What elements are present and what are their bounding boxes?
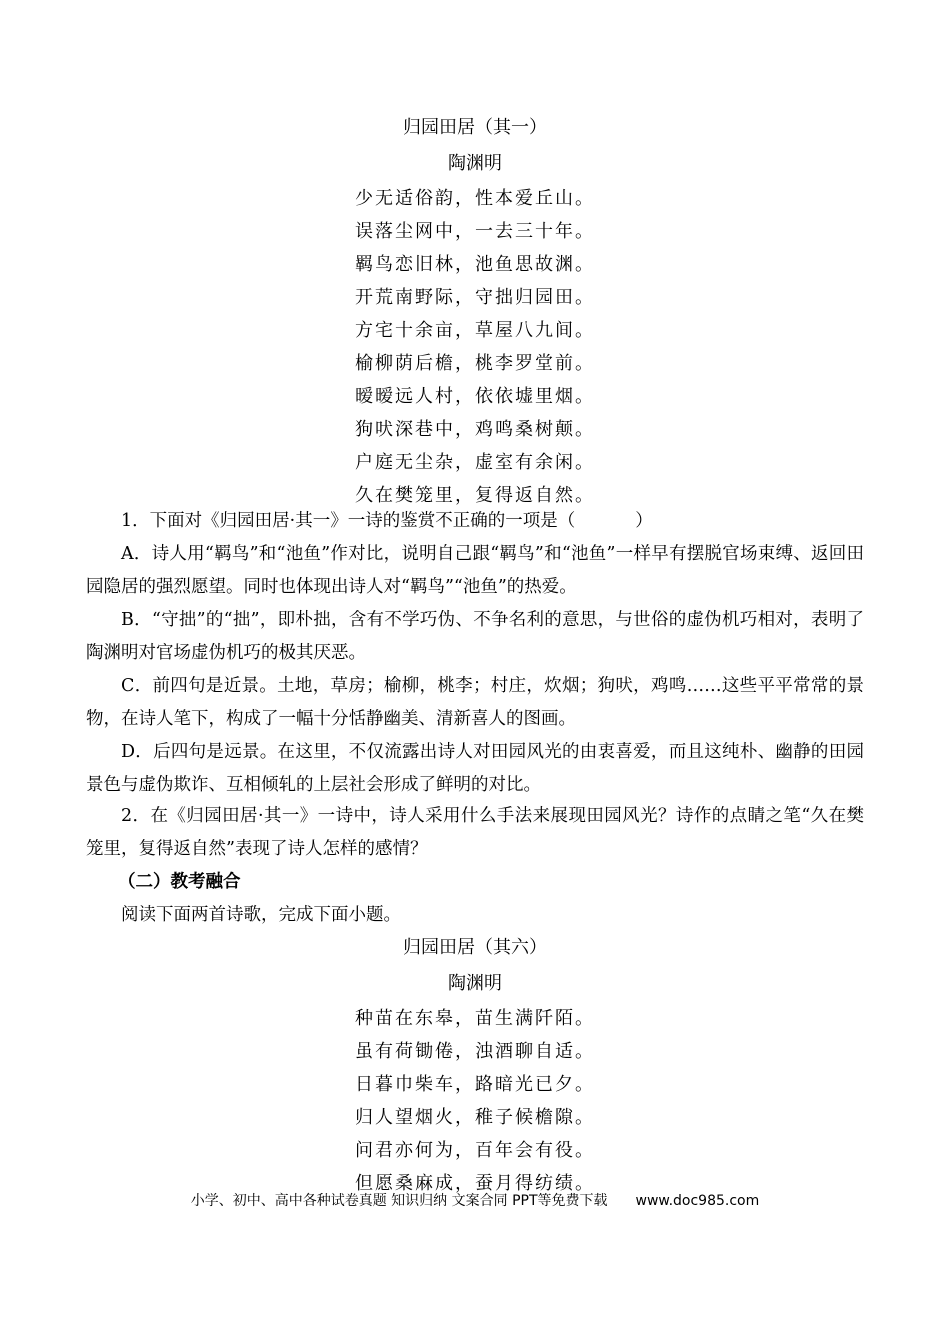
poem-2 (0, 930, 950, 1200)
poem-line: 方宅十余亩，草屋八九间。 (355, 320, 595, 341)
question-1-stem-close: ） (635, 511, 653, 531)
option-b: B．“守拙”的“拙”，即朴拙，含有不学巧伪、不争名利的意思，与世俗的虚伪机巧相对，表明了陶渊明对官场虚伪机巧的极其厌恶。 (86, 610, 864, 663)
poem-2-title: 归园田居（其六） (403, 937, 547, 958)
poem-2-author: 陶渊明 (448, 973, 502, 994)
poem-line: 久在樊笼里，复得返自然。 (355, 485, 595, 506)
footer-link[interactable]: www.doc985.com (635, 1193, 760, 1209)
poem-line: 但愿桑麻成，蚕月得纺绩。 (355, 1173, 595, 1194)
question-1-stem (86, 505, 864, 538)
option-c: C．前四句是近景。土地，草房；榆柳，桃李；村庄，炊烟；狗吠，鸡鸣……这些平平常常的景物，在诗人笔下，构成了一幅十分恬静幽美、清新喜人的图画。 (86, 676, 864, 729)
poem-line: 归人望烟火，稚子候檐隙。 (355, 1107, 595, 1128)
poem-1-author: 陶渊明 (448, 153, 502, 174)
poem-line: 羁鸟恋旧林，池鱼思故渊。 (355, 254, 595, 275)
poem-1-title: 归园田居（其一） (403, 117, 547, 138)
section-heading: （二）教考融合 (118, 872, 241, 892)
reading-instruction: 阅读下面两首诗歌，完成下面小题。 (121, 905, 401, 925)
question-1 (86, 505, 864, 802)
poem-line: 暧暧远人村，依依墟里烟。 (355, 386, 595, 407)
poem-line: 榆柳荫后檐，桃李罗堂前。 (355, 353, 595, 374)
poem-line: 问君亦何为，百年会有役。 (355, 1140, 595, 1161)
footer-text: 小学、初中、高中各种试卷真题 知识归纳 文案合同 PPT等免费下载 (190, 1193, 608, 1209)
question-1-stem-text: 1．下面对《归园田居·其一》一诗的鉴赏不正确的一项是（ (121, 511, 576, 531)
poem-line: 狗吠深巷中，鸡鸣桑树颠。 (355, 419, 595, 440)
poem-line: 误落尘网中，一去三十年。 (355, 221, 595, 242)
poem-1 (0, 110, 950, 512)
poem-line: 虽有荷锄倦，浊酒聊自适。 (355, 1041, 595, 1062)
poem-line: 开荒南野际，守拙归园田。 (355, 287, 595, 308)
poem-line: 日暮巾柴车，路暗光已夕。 (355, 1074, 595, 1095)
question-2: 2．在《归园田居·其一》一诗中，诗人采用什么手法来展现田园风光？诗作的点睛之笔“久在樊笼里，复得返自然”表现了诗人怎样的感情？ (86, 806, 864, 859)
poem-line: 种苗在东皋，苗生满阡陌。 (355, 1008, 595, 1029)
page-footer (0, 1189, 950, 1213)
option-d: D．后四句是远景。在这里，不仅流露出诗人对田园风光的由衷喜爱，而且这纯朴、幽静的田园景色与虚伪欺诈、互相倾轧的上层社会形成了鲜明的对比。 (86, 742, 864, 795)
poem-line: 少无适俗韵，性本爱丘山。 (355, 188, 595, 209)
option-a: A．诗人用“羁鸟”和“池鱼”作对比，说明自己跟“羁鸟”和“池鱼”一样早有摆脱官场束缚、返回田园隐居的强烈愿望。同时也体现出诗人对“羁鸟”“池鱼”的热爱。 (86, 544, 864, 597)
poem-line: 户庭无尘杂，虚室有余闲。 (355, 452, 595, 473)
